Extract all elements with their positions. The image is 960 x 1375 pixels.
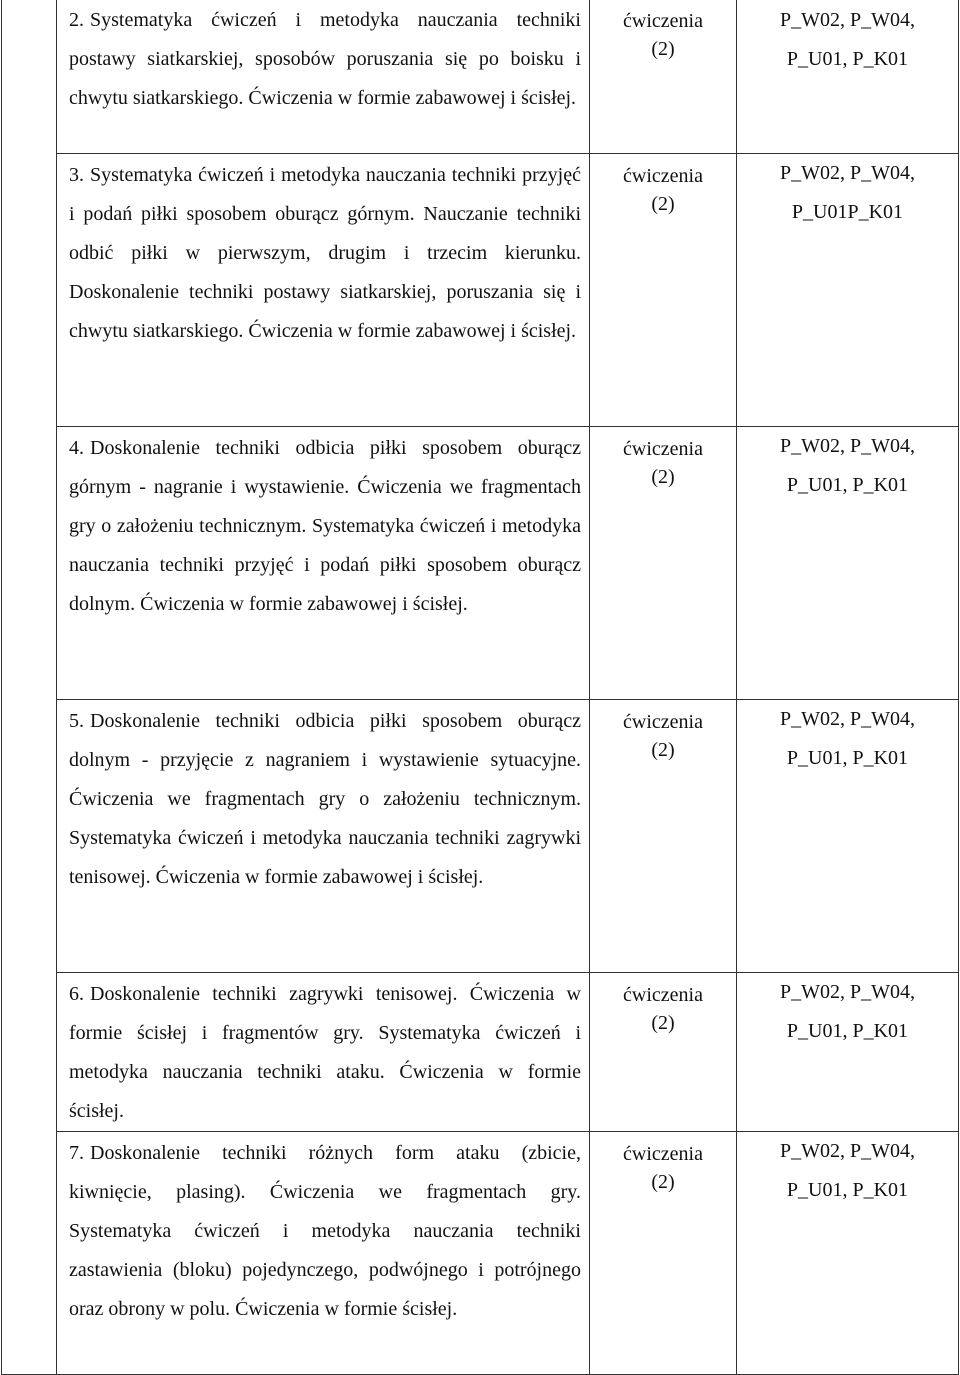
form-hours: (2)	[651, 1012, 675, 1034]
outcomes-line: P_W02, P_W04,	[780, 162, 915, 184]
form-label: ćwiczenia	[623, 10, 703, 32]
form-cell	[590, 1132, 737, 1375]
topic-text: Doskonalenie techniki odbicia piłki sposobem oburącz dolnym - przyjęcie z nagraniem i wystawienie sytuacyjne. Ćwiczenia we fragmentach gry o założeniu technicznym. Systematyka ćwiczeń i metodyka nauczania techniki zagrywki tenisowej. Ćwiczenia w formie zabawowej i ścisłej.	[69, 710, 581, 888]
topic-cell	[57, 973, 590, 1132]
form-cell	[590, 0, 737, 154]
outcomes-cell	[737, 1132, 959, 1375]
outcomes-line: P_U01, P_K01	[786, 747, 909, 769]
form-hours: (2)	[651, 38, 675, 60]
form-label: ćwiczenia	[623, 1143, 703, 1165]
table-row	[2, 0, 959, 154]
topic-cell	[57, 1132, 590, 1375]
form-cell	[590, 700, 737, 973]
form-cell	[590, 427, 737, 700]
outcomes-line: P_W02, P_W04,	[780, 435, 915, 457]
table-row	[2, 154, 959, 427]
form-label: ćwiczenia	[623, 984, 703, 1006]
topic-text: Systematyka ćwiczeń i metodyka nauczania techniki postawy siatkarskiej, sposobów poruszania się po boisku i chwytu siatkarskiego. Ćwiczenia w formie zabawowej i ścisłej.	[69, 9, 581, 109]
outcomes-cell	[737, 427, 959, 700]
outcomes-cell	[737, 973, 959, 1132]
outcomes-cell	[737, 154, 959, 427]
syllabus-table	[1, 0, 959, 1375]
outcomes-line: P_W02, P_W04,	[780, 708, 915, 730]
form-cell	[590, 973, 737, 1132]
form-label: ćwiczenia	[623, 711, 703, 733]
outcomes-line: P_W02, P_W04,	[780, 981, 915, 1003]
outcomes-cell	[737, 700, 959, 973]
outcomes-line: P_W02, P_W04,	[780, 1140, 915, 1162]
outcomes-line: P_U01, P_K01	[786, 48, 909, 70]
topic-number: 5.	[69, 710, 84, 732]
table-row	[2, 700, 959, 973]
topic-text: Doskonalenie techniki odbicia piłki sposobem oburącz górnym - nagranie i wystawienie. Ćwiczenia we fragmentach gry o założeniu technicznym. Systematyka ćwiczeń i metodyka nauczania techniki przyjęć i podań piłki sposobem oburącz dolnym. Ćwiczenia w formie zabawowej i ścisłej.	[69, 437, 581, 615]
topic-text: Systematyka ćwiczeń i metodyka nauczania techniki przyjęć i podań piłki sposobem oburącz górnym. Nauczanie techniki odbić piłki w pierwszym, drugim i trzecim kierunku. Doskonalenie techniki postawy siatkarskiej, poruszania się i chwytu siatkarskiego. Ćwiczenia w formie zabawowej i ścisłej.	[69, 164, 581, 342]
outcomes-line: P_U01P_K01	[791, 201, 904, 223]
outcomes-line: P_U01, P_K01	[786, 474, 909, 496]
topic-text: Doskonalenie techniki zagrywki tenisowej. Ćwiczenia w formie ścisłej i fragmentów gry. Systematyka ćwiczeń i metodyka nauczania techniki ataku. Ćwiczenia w formie ścisłej.	[69, 983, 581, 1122]
table-row	[2, 1132, 959, 1375]
topic-number: 2.	[69, 9, 84, 31]
form-hours: (2)	[651, 1171, 675, 1193]
topic-cell	[57, 0, 590, 154]
outcomes-line: P_U01, P_K01	[786, 1020, 909, 1042]
form-hours: (2)	[651, 739, 675, 761]
topic-number: 7.	[69, 1142, 84, 1164]
table-row	[2, 973, 959, 1132]
outcomes-line: P_W02, P_W04,	[780, 9, 915, 31]
topic-number: 6.	[69, 983, 84, 1005]
topic-text: Doskonalenie techniki różnych form ataku (zbicie, kiwnięcie, plasing). Ćwiczenia we fragmentach gry. Systematyka ćwiczeń i metodyka nauczania techniki zastawienia (bloku) pojedynczego, podwójnego i potrójnego oraz obrony w polu. Ćwiczenia w formie ścisłej.	[69, 1142, 581, 1320]
table-row	[2, 427, 959, 700]
topic-number: 4.	[69, 437, 84, 459]
form-cell	[590, 154, 737, 427]
topic-number: 3.	[69, 164, 84, 186]
topic-cell	[57, 700, 590, 973]
form-label: ćwiczenia	[623, 438, 703, 460]
outcomes-line: P_U01, P_K01	[786, 1179, 909, 1201]
form-label: ćwiczenia	[623, 165, 703, 187]
topic-cell	[57, 427, 590, 700]
outcomes-cell	[737, 0, 959, 154]
form-hours: (2)	[651, 193, 675, 215]
blank-cell	[2, 0, 57, 1375]
topic-cell	[57, 154, 590, 427]
form-hours: (2)	[651, 466, 675, 488]
